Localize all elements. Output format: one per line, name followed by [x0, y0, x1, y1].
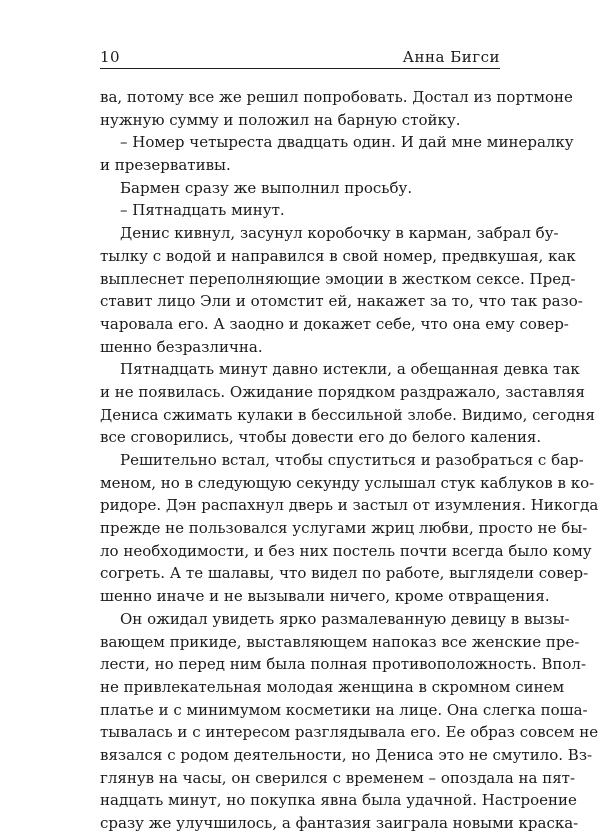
text-line: меном, но в следующую секунду услышал стук каблуков в ко-: [100, 473, 595, 492]
text-line: ло необходимости, и без них постель почти всегда было кому: [100, 541, 592, 560]
text-line: Дениса сжимать кулаки в бессильной злобе. Видимо, сегодня: [100, 405, 595, 424]
text-line: нужную сумму и положил на барную стойку.: [100, 110, 461, 129]
text-line: и презервативы.: [100, 156, 231, 175]
text-line: лести, но перед ним была полная противоположность. Впол-: [100, 655, 587, 674]
text-line: шенно иначе и не вызывали ничего, кроме отвращения.: [100, 587, 550, 606]
text-line: шенно безразлична.: [100, 337, 263, 356]
text-line: выплеснет переполняющие эмоции в жестком сексе. Пред-: [100, 269, 576, 288]
text-line: – Номер четыреста двадцать один. И дай мне минералку: [120, 133, 574, 152]
text-line: не привлекательная молодая женщина в скромном синем: [100, 677, 565, 696]
header-rule: [100, 68, 500, 69]
text-line: Он ожидал увидеть ярко размалеванную девицу в вызы-: [120, 609, 570, 628]
text-line: сразу же улучшилось, а фантазия заиграла новыми краска-: [100, 814, 579, 832]
text-line: платье и с минимумом косметики на лице. Она слегка поша-: [100, 700, 588, 719]
text-line: Бармен сразу же выполнил просьбу.: [120, 178, 413, 197]
text-line: согреть. А те шалавы, что видел по работе, выглядели совер-: [100, 564, 589, 583]
text-line: Денис кивнул, засунул коробочку в карман, забрал бу-: [120, 224, 559, 243]
text-line: надцать минут, но покупка явна была удачной. Настроение: [100, 791, 577, 810]
text-line: прежде не пользовался услугами жриц любви, просто не бы-: [100, 519, 588, 538]
text-line: все сговорились, чтобы довести его до белого каления.: [100, 428, 542, 447]
text-line: и не появилась. Ожидание порядком раздражало, заставляя: [100, 382, 586, 401]
text-line: тывалась и с интересом разглядывала его. Ее образ совсем не: [100, 723, 599, 742]
text-line: – Пятнадцать минут.: [120, 201, 285, 220]
text-line: глянув на часы, он сверился с временем – опоздала на пят-: [100, 768, 576, 787]
text-line: вязался с родом деятельности, но Дениса это не смутило. Вз-: [100, 745, 593, 764]
text-line: ридоре. Дэн распахнул дверь и застыл от изумления. Никогда: [100, 496, 599, 515]
page-number: 10: [100, 48, 121, 66]
text-line: тылку с водой и направился в свой номер, предвкушая, как: [100, 246, 576, 265]
text-line: ва, потому все же решил попробовать. Достал из портмоне: [100, 88, 573, 106]
text-line: чаровала его. А заодно и докажет себе, что она ему совер-: [100, 314, 569, 333]
text-line: Пятнадцать минут давно истекли, а обещанная девка так: [120, 360, 580, 379]
text-line: ставит лицо Эли и отомстит ей, накажет за то, что так разо-: [100, 292, 583, 311]
text-line: Решительно встал, чтобы спуститься и разобраться с бар-: [120, 451, 584, 469]
running-header: [100, 44, 500, 66]
text-line: вающем прикиде, выставляющем напоказ все женские пре-: [100, 632, 580, 651]
running-author: Анна Бигси: [402, 48, 500, 66]
body-text: [100, 86, 599, 835]
